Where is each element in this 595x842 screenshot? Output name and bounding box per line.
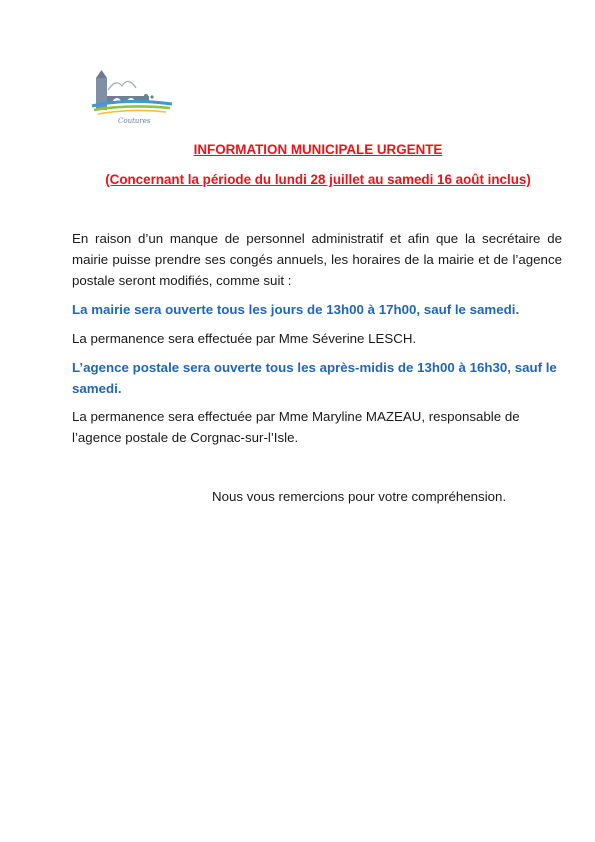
closing-line: Nous vous remercions pour votre compréhension. <box>212 489 507 504</box>
mairie-hours-paragraph: La mairie sera ouverte tous les jours de 13h00 à 17h00, sauf le samedi. <box>72 302 520 317</box>
permanence-agence-paragraph: La permanence sera effectuée par Mme Maryline MAZEAU, responsable de l’agence postale de Corgnac-sur-l’Isle. <box>72 409 520 445</box>
logo-name: Coutures <box>118 117 151 125</box>
permanence-mairie-paragraph: La permanence sera effectuée par Mme Séverine LESCH. <box>72 331 417 346</box>
intro-paragraph: En raison d’un manque de personnel administratif et afin que la secrétaire de mairie puisse prendre ses congés annuels, les horaires de la mairie et de l’agence postale seront modifiés, comme suit : <box>72 231 562 288</box>
page-subtitle: (Concernant la période du lundi 28 juillet au samedi 16 août inclus) <box>105 172 531 187</box>
page-title: INFORMATION MUNICIPALE URGENTE <box>193 142 443 157</box>
agence-hours-paragraph: L’agence postale sera ouverte tous les après-midis de 13h00 à 16h30, sauf le samedi. <box>72 360 557 396</box>
